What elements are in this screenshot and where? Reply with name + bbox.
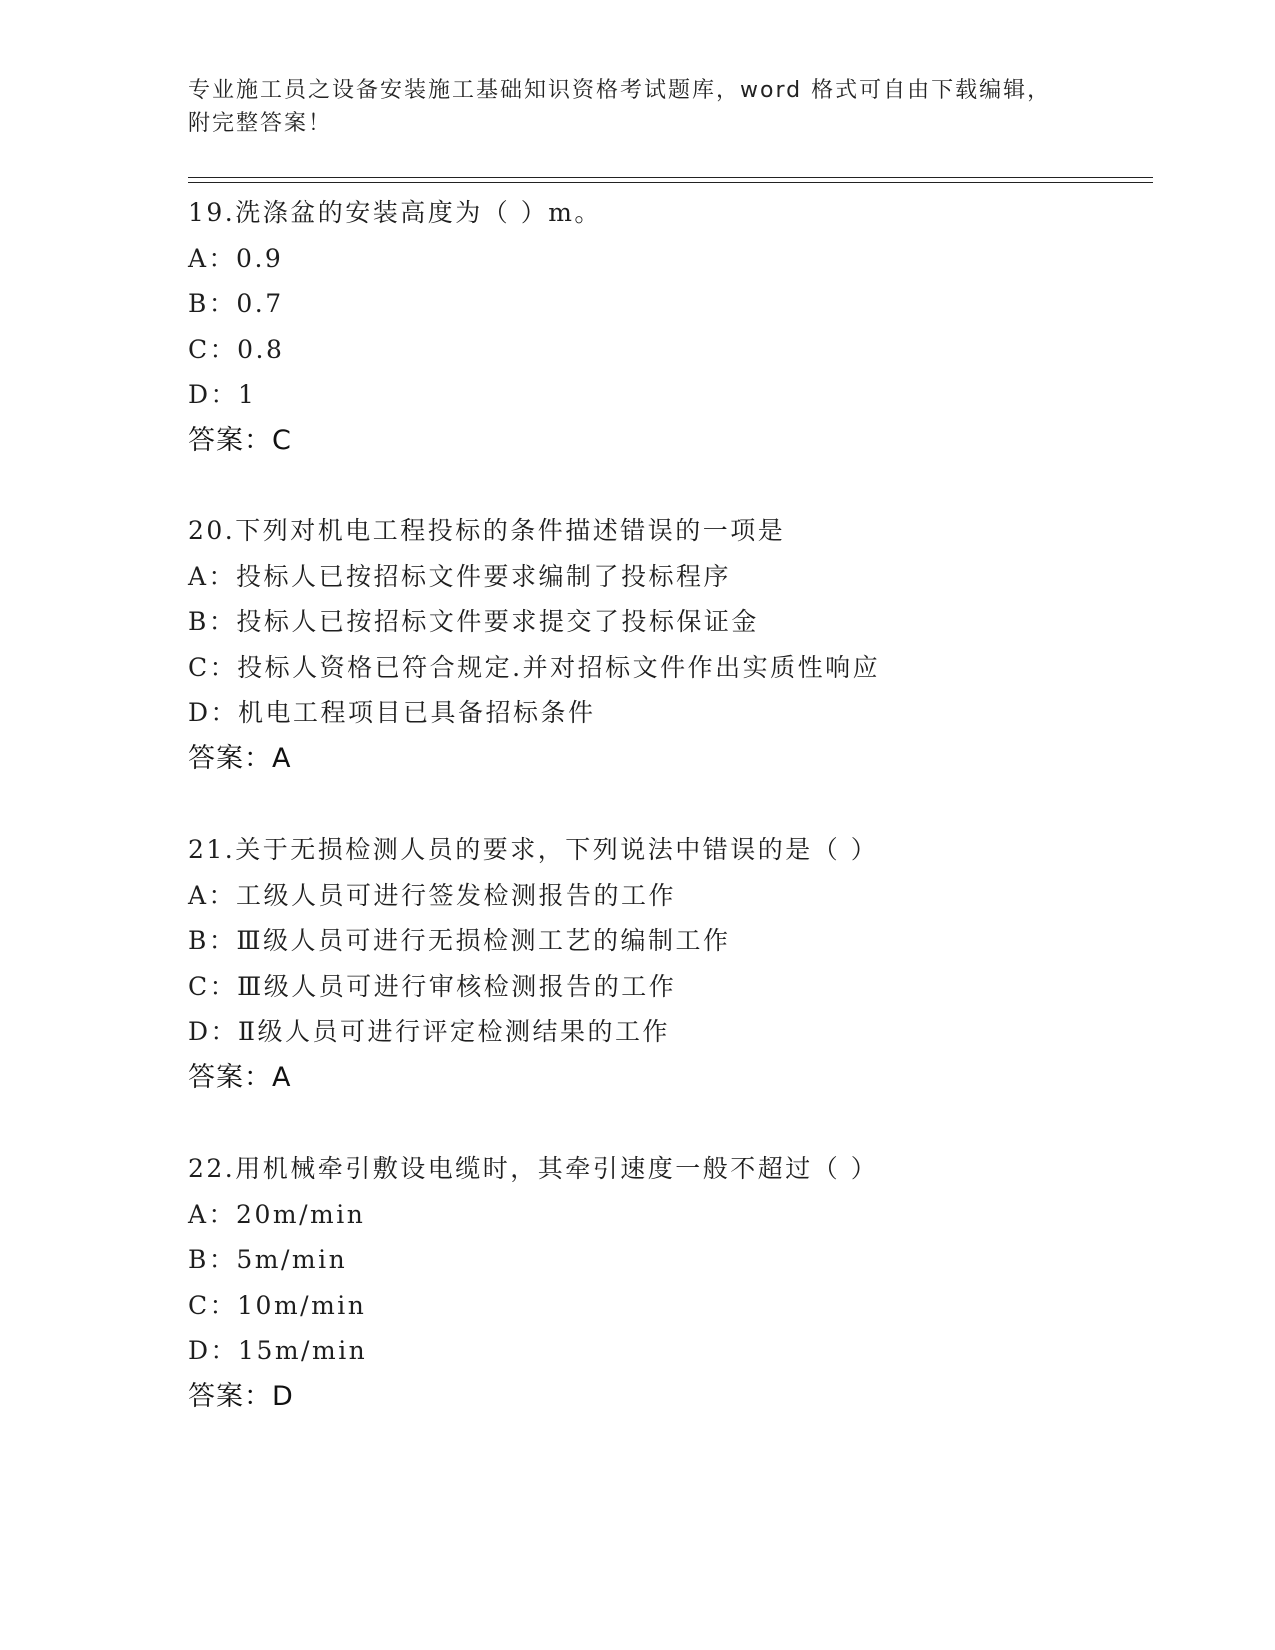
document-header (188, 74, 1088, 140)
option-a: A：0.9 (188, 243, 284, 273)
header-line-1: 专业施工员之设备安装施工基础知识资格考试题库，word 格式可自由下载编辑， (188, 78, 1052, 103)
answer-line: 答案：A (188, 1061, 292, 1093)
question-22 (188, 1146, 1188, 1419)
option-a: A：工级人员可进行签发检测报告的工作 (188, 880, 677, 910)
option-d: D：1 (188, 380, 257, 409)
question-19 (188, 190, 1188, 463)
header-line-2: 附完整答案！ (188, 111, 333, 136)
question-20 (188, 508, 1188, 781)
option-c: C：0.8 (188, 334, 285, 364)
answer-line: 答案：C (188, 424, 292, 456)
answer-line: 答案：D (188, 1380, 294, 1412)
option-c: C：Ⅲ级人员可进行审核检测报告的工作 (188, 971, 677, 1001)
option-a: A：20m/min (188, 1199, 366, 1229)
option-c: C：投标人资格已符合规定.并对招标文件作出实质性响应 (188, 652, 881, 682)
question-stem: 21.关于无损检测人员的要求，下列说法中错误的是（ ） (188, 835, 879, 864)
option-d: D：机电工程项目已具备招标条件 (188, 698, 596, 727)
option-b: B：投标人已按招标文件要求提交了投标保证金 (188, 607, 759, 636)
question-stem: 19.洗涤盆的安装高度为（ ）m。 (188, 198, 602, 227)
answer-line: 答案：A (188, 742, 292, 774)
header-divider-top (188, 177, 1153, 178)
option-b: B：0.7 (188, 289, 284, 318)
option-d: D：Ⅱ级人员可进行评定检测结果的工作 (188, 1017, 671, 1046)
question-stem: 22.用机械牵引敷设电缆时，其牵引速度一般不超过（ ） (188, 1154, 879, 1183)
option-d: D：15m/min (188, 1336, 368, 1365)
option-b: B：5m/min (188, 1245, 348, 1274)
header-divider-bottom (188, 182, 1153, 183)
option-b: B：Ⅲ级人员可进行无损检测工艺的编制工作 (188, 926, 731, 955)
question-21 (188, 827, 1188, 1100)
question-stem: 20.下列对机电工程投标的条件描述错误的一项是 (188, 516, 786, 545)
option-a: A：投标人已按招标文件要求编制了投标程序 (188, 561, 732, 591)
option-c: C：10m/min (188, 1290, 367, 1320)
